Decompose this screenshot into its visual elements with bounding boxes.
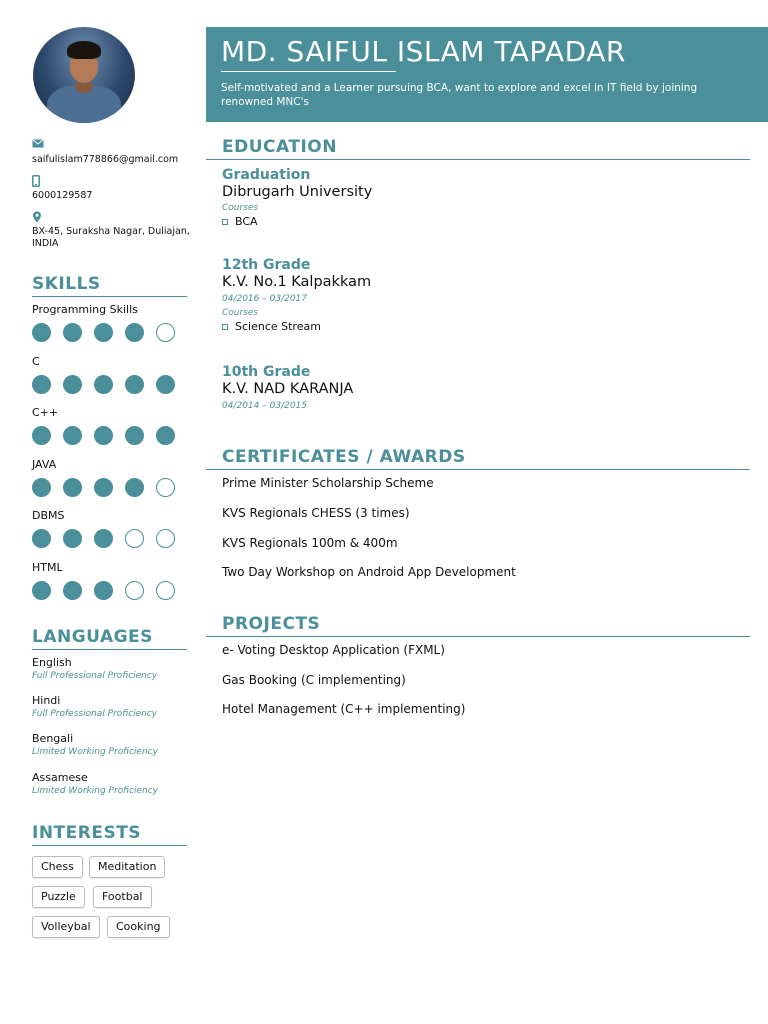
interest-tag: Volleybal [32, 916, 100, 938]
rating-dot-filled [94, 581, 113, 600]
skill-name: C++ [32, 406, 59, 419]
rating-dot-filled [94, 323, 113, 342]
header-divider [221, 71, 396, 72]
language-item [32, 694, 192, 721]
interest-tag: Chess [32, 856, 83, 878]
rating-dot-filled [156, 375, 175, 394]
language-proficiency: Limited Working Proficiency [32, 747, 158, 757]
rating-dot-empty [156, 323, 175, 342]
rating-dot-filled [32, 323, 51, 342]
rating-dot-filled [32, 426, 51, 445]
rating-dot-filled [125, 323, 144, 342]
rating-dot-filled [94, 426, 113, 445]
rating-dot-filled [125, 478, 144, 497]
skill-name: JAVA [32, 458, 57, 471]
interest-tag: Footbal [93, 886, 152, 908]
skill-item [32, 406, 192, 445]
email-icon [32, 139, 192, 150]
certificate-item: Prime Minister Scholarship Scheme [222, 476, 434, 490]
skill-rating [32, 323, 192, 342]
contact-phone [32, 175, 192, 202]
skill-rating [32, 529, 192, 548]
bullet-icon [222, 324, 228, 330]
rating-dot-filled [156, 426, 175, 445]
rating-dot-filled [32, 581, 51, 600]
language-proficiency: Limited Working Proficiency [32, 786, 158, 796]
languages-heading: LANGUAGES [32, 627, 187, 650]
project-item: Gas Booking (C implementing) [222, 673, 406, 687]
language-item [32, 732, 192, 759]
projects-heading: PROJECTS [206, 614, 750, 637]
certificates-heading: CERTIFICATES / AWARDS [206, 447, 750, 470]
rating-dot-empty [125, 581, 144, 600]
candidate-name: MD. SAIFUL ISLAM TAPADAR [221, 35, 626, 68]
course-item [222, 319, 722, 335]
bullet-icon [222, 219, 228, 225]
language-item [32, 771, 192, 798]
contact-address [32, 211, 192, 250]
certificate-item: KVS Regionals 100m & 400m [222, 536, 398, 550]
interest-tag: Meditation [89, 856, 165, 878]
project-item: e- Voting Desktop Application (FXML) [222, 643, 445, 657]
rating-dot-filled [125, 426, 144, 445]
location-icon [32, 211, 192, 222]
resume-header [206, 27, 768, 122]
candidate-summary: Self-motivated and a Learner pursuing BCA, want to explore and excel in IT field by joining renowned MNC's [221, 82, 698, 108]
education-title: 12th Grade [222, 257, 311, 273]
rating-dot-filled [32, 375, 51, 394]
rating-dot-filled [32, 478, 51, 497]
education-title: Graduation [222, 167, 311, 183]
skill-rating [32, 478, 192, 497]
skill-name: HTML [32, 561, 63, 574]
education-heading: EDUCATION [206, 137, 750, 160]
education-dates: 04/2014 – 03/2015 [222, 401, 307, 411]
phone-icon [32, 175, 192, 186]
project-item: Hotel Management (C++ implementing) [222, 702, 466, 716]
skill-item [32, 458, 192, 497]
certificate-item: KVS Regionals CHESS (3 times) [222, 506, 410, 520]
rating-dot-filled [63, 529, 82, 548]
rating-dot-filled [63, 323, 82, 342]
courses-label: Courses [222, 308, 259, 318]
interest-tag: Cooking [107, 916, 170, 938]
skill-name: Programming Skills [32, 303, 138, 316]
contact-email [32, 139, 192, 166]
education-institution: K.V. No.1 Kalpakkam [222, 274, 372, 290]
skill-item [32, 303, 192, 342]
rating-dot-empty [156, 478, 175, 497]
rating-dot-empty [156, 529, 175, 548]
language-proficiency: Full Professional Proficiency [32, 671, 158, 681]
skill-rating [32, 581, 192, 600]
rating-dot-empty [125, 529, 144, 548]
education-institution: Dibrugarh University [222, 184, 373, 200]
rating-dot-filled [94, 529, 113, 548]
rating-dot-empty [156, 581, 175, 600]
skill-name: DBMS [32, 509, 65, 522]
language-proficiency: Full Professional Proficiency [32, 709, 158, 719]
language-name: Bengali [32, 732, 74, 745]
rating-dot-filled [94, 478, 113, 497]
language-name: English [32, 656, 72, 669]
education-entry [222, 166, 722, 230]
course-name: BCA [235, 215, 258, 228]
address-text: BX-45, Suraksha Nagar, Duliajan, INDIA [32, 226, 190, 249]
rating-dot-filled [63, 581, 82, 600]
profile-photo [33, 27, 135, 123]
rating-dot-filled [63, 375, 82, 394]
language-item [32, 656, 192, 683]
courses-label: Courses [222, 203, 259, 213]
skill-item [32, 355, 192, 394]
education-entry [222, 256, 722, 335]
rating-dot-filled [32, 529, 51, 548]
skill-rating [32, 426, 192, 445]
rating-dot-filled [125, 375, 144, 394]
language-name: Hindi [32, 694, 61, 707]
education-dates: 04/2016 – 03/2017 [222, 294, 307, 304]
education-title: 10th Grade [222, 364, 311, 380]
interest-tag: Puzzle [32, 886, 85, 908]
course-item [222, 214, 722, 230]
interests-heading: INTERESTS [32, 823, 187, 846]
certificate-item: Two Day Workshop on Android App Development [222, 565, 516, 579]
rating-dot-filled [63, 426, 82, 445]
skills-heading: SKILLS [32, 274, 187, 297]
rating-dot-filled [63, 478, 82, 497]
education-entry [222, 363, 722, 413]
skill-rating [32, 375, 192, 394]
skill-item [32, 561, 192, 600]
rating-dot-filled [94, 375, 113, 394]
education-institution: K.V. NAD KARANJA [222, 381, 354, 397]
language-name: Assamese [32, 771, 88, 784]
email-text: saifulislam778866@gmail.com [32, 154, 179, 165]
skill-item [32, 509, 192, 548]
phone-text: 6000129587 [32, 190, 93, 201]
course-name: Science Stream [235, 320, 321, 333]
skill-name: C [32, 355, 40, 368]
